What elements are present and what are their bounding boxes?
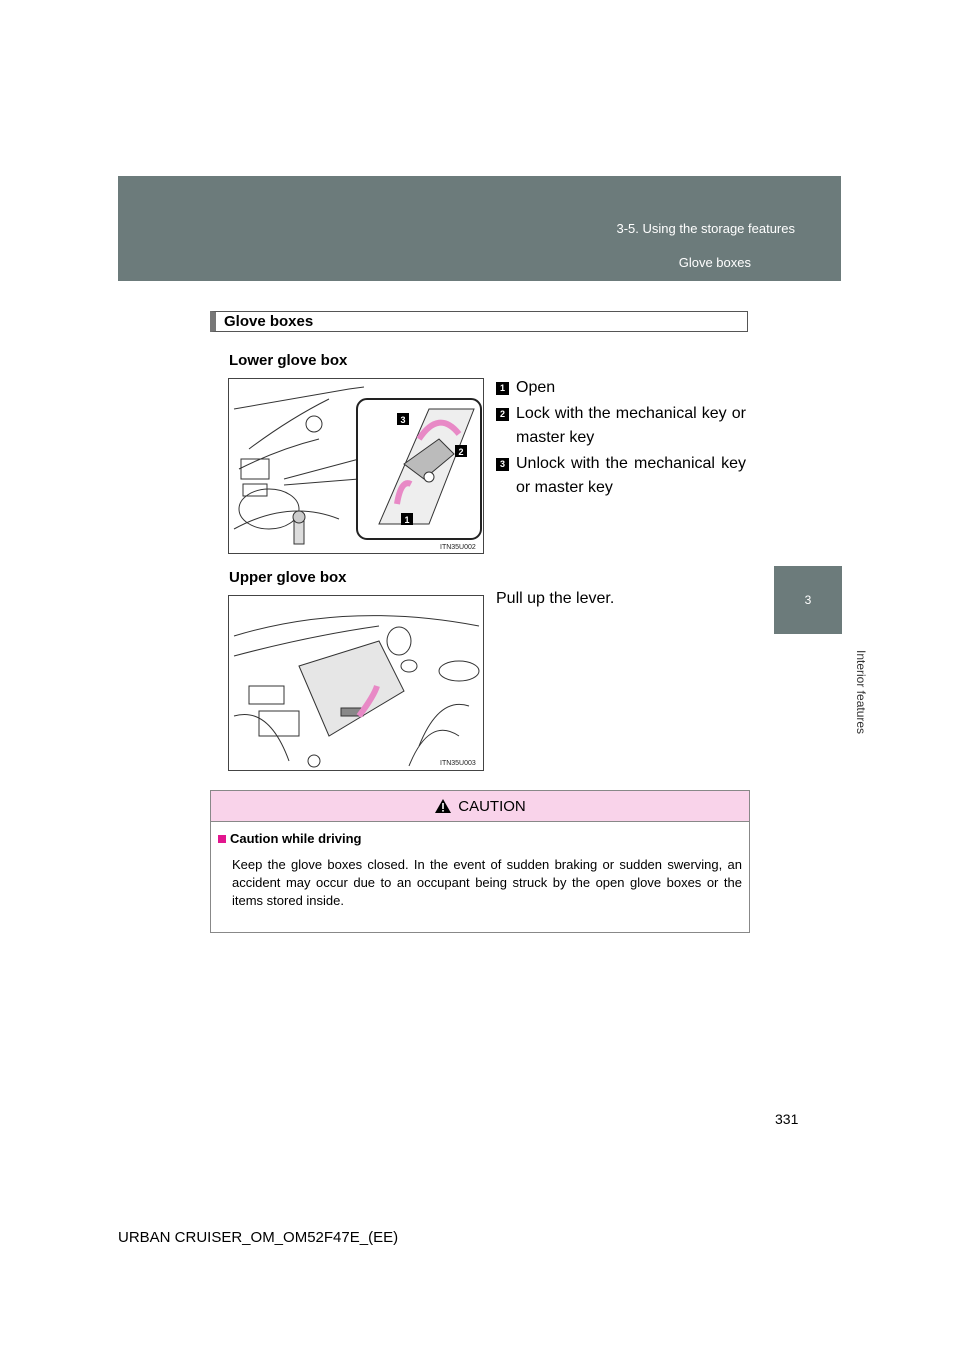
lower-glove-box-heading: Lower glove box (229, 352, 348, 369)
warning-triangle-icon (434, 798, 452, 814)
upper-glove-box-figure (228, 595, 484, 771)
step-2 (496, 402, 746, 450)
caution-title: CAUTION (458, 797, 526, 815)
caution-subheading: Caution while driving (230, 831, 362, 846)
callout-2: 2 (458, 447, 464, 457)
callout-1: 1 (404, 515, 410, 525)
upper-glove-box-illustration (229, 596, 483, 770)
step-3 (496, 452, 746, 500)
pink-square-bullet-icon (218, 835, 226, 843)
step-1-number: 1 (496, 382, 509, 395)
header-band (118, 176, 841, 281)
lower-glove-box-illustration (229, 379, 483, 553)
lower-figure-code: ITN35U002 (440, 544, 476, 551)
chapter-number: 3 (804, 593, 812, 607)
callout-3: 3 (400, 415, 406, 425)
step-3-number: 3 (496, 458, 509, 471)
lower-steps-list (496, 376, 746, 502)
chapter-label: Interior features (854, 650, 868, 735)
upper-figure-code: ITN35U003 (440, 760, 476, 767)
step-1 (496, 376, 746, 400)
upper-glove-box-heading: Upper glove box (229, 569, 347, 586)
footer-document-code: URBAN CRUISER_OM_OM52F47E_(EE) (118, 1229, 399, 1246)
upper-glove-box-instruction: Pull up the lever. (496, 590, 615, 607)
step-2-number: 2 (496, 408, 509, 421)
caution-body (211, 822, 749, 910)
section-title: Glove boxes (210, 311, 748, 332)
chapter-tab (774, 566, 842, 634)
step-1-text: Open (516, 379, 556, 396)
page-number: 331 (775, 1111, 799, 1127)
step-3-text: Unlock with the mechanical key or master key (516, 455, 746, 496)
caution-text: Keep the glove boxes closed. In the event of sudden braking or sudden swerving, an accident may occur due to an occupant being struck by the open glove boxes or the items stored inside. (232, 857, 742, 908)
caution-subheading-row (218, 830, 742, 848)
lower-glove-box-figure (228, 378, 484, 554)
caution-box (210, 790, 750, 933)
caution-header (211, 791, 749, 822)
header-subsection-title: Glove boxes (678, 255, 751, 270)
step-2-text: Lock with the mechanical key or master key (516, 405, 746, 446)
header-section-title: 3-5. Using the storage features (616, 221, 795, 236)
